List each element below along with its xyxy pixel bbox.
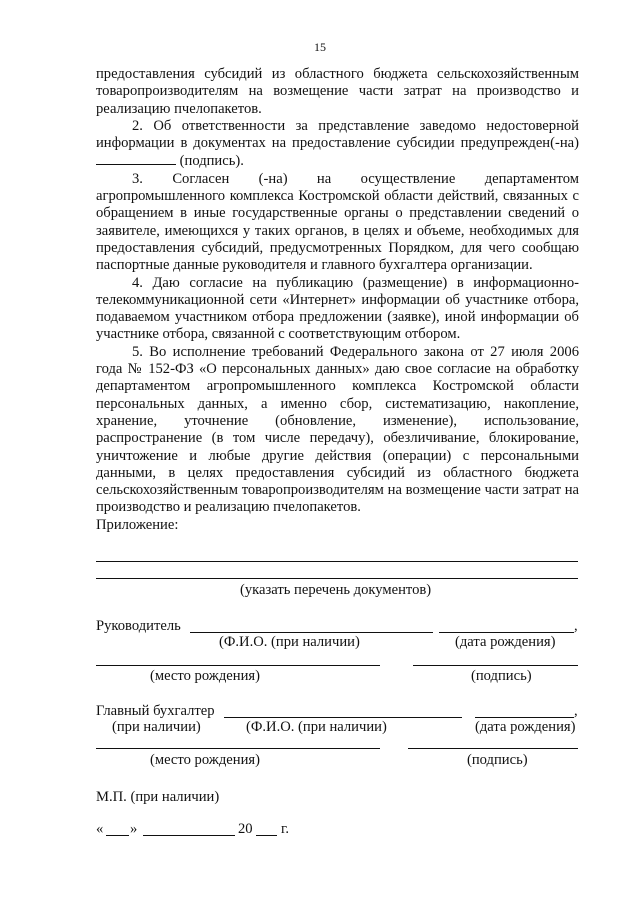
attachment-line-2 bbox=[96, 578, 578, 579]
comma: , bbox=[574, 618, 578, 634]
head-signature-caption: (подпись) bbox=[471, 668, 532, 684]
stamp-label: М.П. (при наличии) bbox=[96, 789, 220, 805]
date-year-line bbox=[256, 835, 277, 836]
paragraph-2-signature-text: (подпись). bbox=[176, 153, 244, 170]
paragraph-2 bbox=[96, 118, 579, 171]
head-birthdate-caption: (дата рождения) bbox=[455, 634, 556, 650]
accountant-birthdate-line bbox=[475, 717, 574, 718]
head-fio-caption: (Ф.И.О. (при наличии) bbox=[219, 634, 360, 650]
paragraph-2-text: 2. Об ответственности за представление заведомо недостоверной информации в документах на предоставление субсидии предупрежден(-на) bbox=[96, 117, 579, 152]
head-fio-line bbox=[190, 632, 433, 633]
accountant-birthdate-caption: (дата рождения) bbox=[475, 719, 576, 735]
head-birthplace-line bbox=[96, 665, 380, 666]
head-signature-line bbox=[413, 665, 578, 666]
accountant-label: Главный бухгалтер bbox=[96, 703, 215, 719]
accountant-birthplace-caption: (место рождения) bbox=[150, 752, 260, 768]
accountant-note-caption: (при наличии) bbox=[112, 719, 201, 735]
date-open-quote: « bbox=[96, 821, 104, 837]
accountant-fio-line bbox=[224, 717, 462, 718]
paragraph-3: 3. Согласен (-на) на осуществление департаментом агропромышленного комплекса Костромской области действий, связанных с обращением в иные государственные органы о представлении сведений о заявителе, имеющихся у таких органов, в целях и объеме, необходимых для предоставления субсидий, предусмотренных Порядком, для чего сообщаю паспортные данные руководителя и главного бухгалтера организации. bbox=[96, 170, 579, 274]
document-body bbox=[96, 66, 579, 534]
signature-blank bbox=[96, 152, 176, 165]
comma: , bbox=[574, 703, 578, 719]
date-close-quote: » bbox=[130, 821, 138, 837]
accountant-birthplace-line bbox=[96, 748, 380, 749]
paragraph-4: 4. Даю согласие на публикацию (размещение) в информационно-телекоммуникационной сети «Интернет» информации об участнике отбора, подаваемом участником отбора предложении (заявке), иной информации об участнике отбора, связанной с соответствующим отбором. bbox=[96, 274, 579, 343]
accountant-fio-caption: (Ф.И.О. (при наличии) bbox=[246, 719, 387, 735]
date-month-line bbox=[143, 835, 235, 836]
date-year-suffix: г. bbox=[281, 821, 289, 837]
paragraph-1-continuation: предоставления субсидий из областного бюджета сельскохозяйственным товаропроизводителям на возмещение части затрат на производство и реализацию пчелопакетов. bbox=[96, 66, 579, 117]
accountant-signature-line bbox=[408, 748, 578, 749]
date-day-line bbox=[106, 835, 129, 836]
paragraph-5: 5. Во исполнение требований Федерального закона от 27 июля 2006 года № 152-ФЗ «О персональных данных» даю свое согласие на обработку департаментом агропромышленного комплекса Костромской области персональных данных, а именно сбор, систематизацию, накопление, хранение, уточнение (обновление, изменение), использование, распространение (в том числе передачу), обезличивание, блокирование, уничтожение и любые другие действия (операции) с персональными данными, в целях предоставления субсидий из областного бюджета сельскохозяйственным товаропроизводителям на возмещение части затрат на производство и реализацию пчелопакетов. bbox=[96, 343, 579, 516]
attachment-caption: (указать перечень документов) bbox=[240, 582, 432, 598]
head-birthdate-line bbox=[439, 632, 574, 633]
page-number: 15 bbox=[314, 40, 326, 54]
accountant-signature-caption: (подпись) bbox=[467, 752, 528, 768]
head-birthplace-caption: (место рождения) bbox=[150, 668, 260, 684]
attachment-label: Приложение: bbox=[96, 516, 179, 533]
attachment-line-1 bbox=[96, 561, 578, 562]
date-year-prefix: 20 bbox=[238, 821, 253, 837]
head-label: Руководитель bbox=[96, 618, 181, 634]
